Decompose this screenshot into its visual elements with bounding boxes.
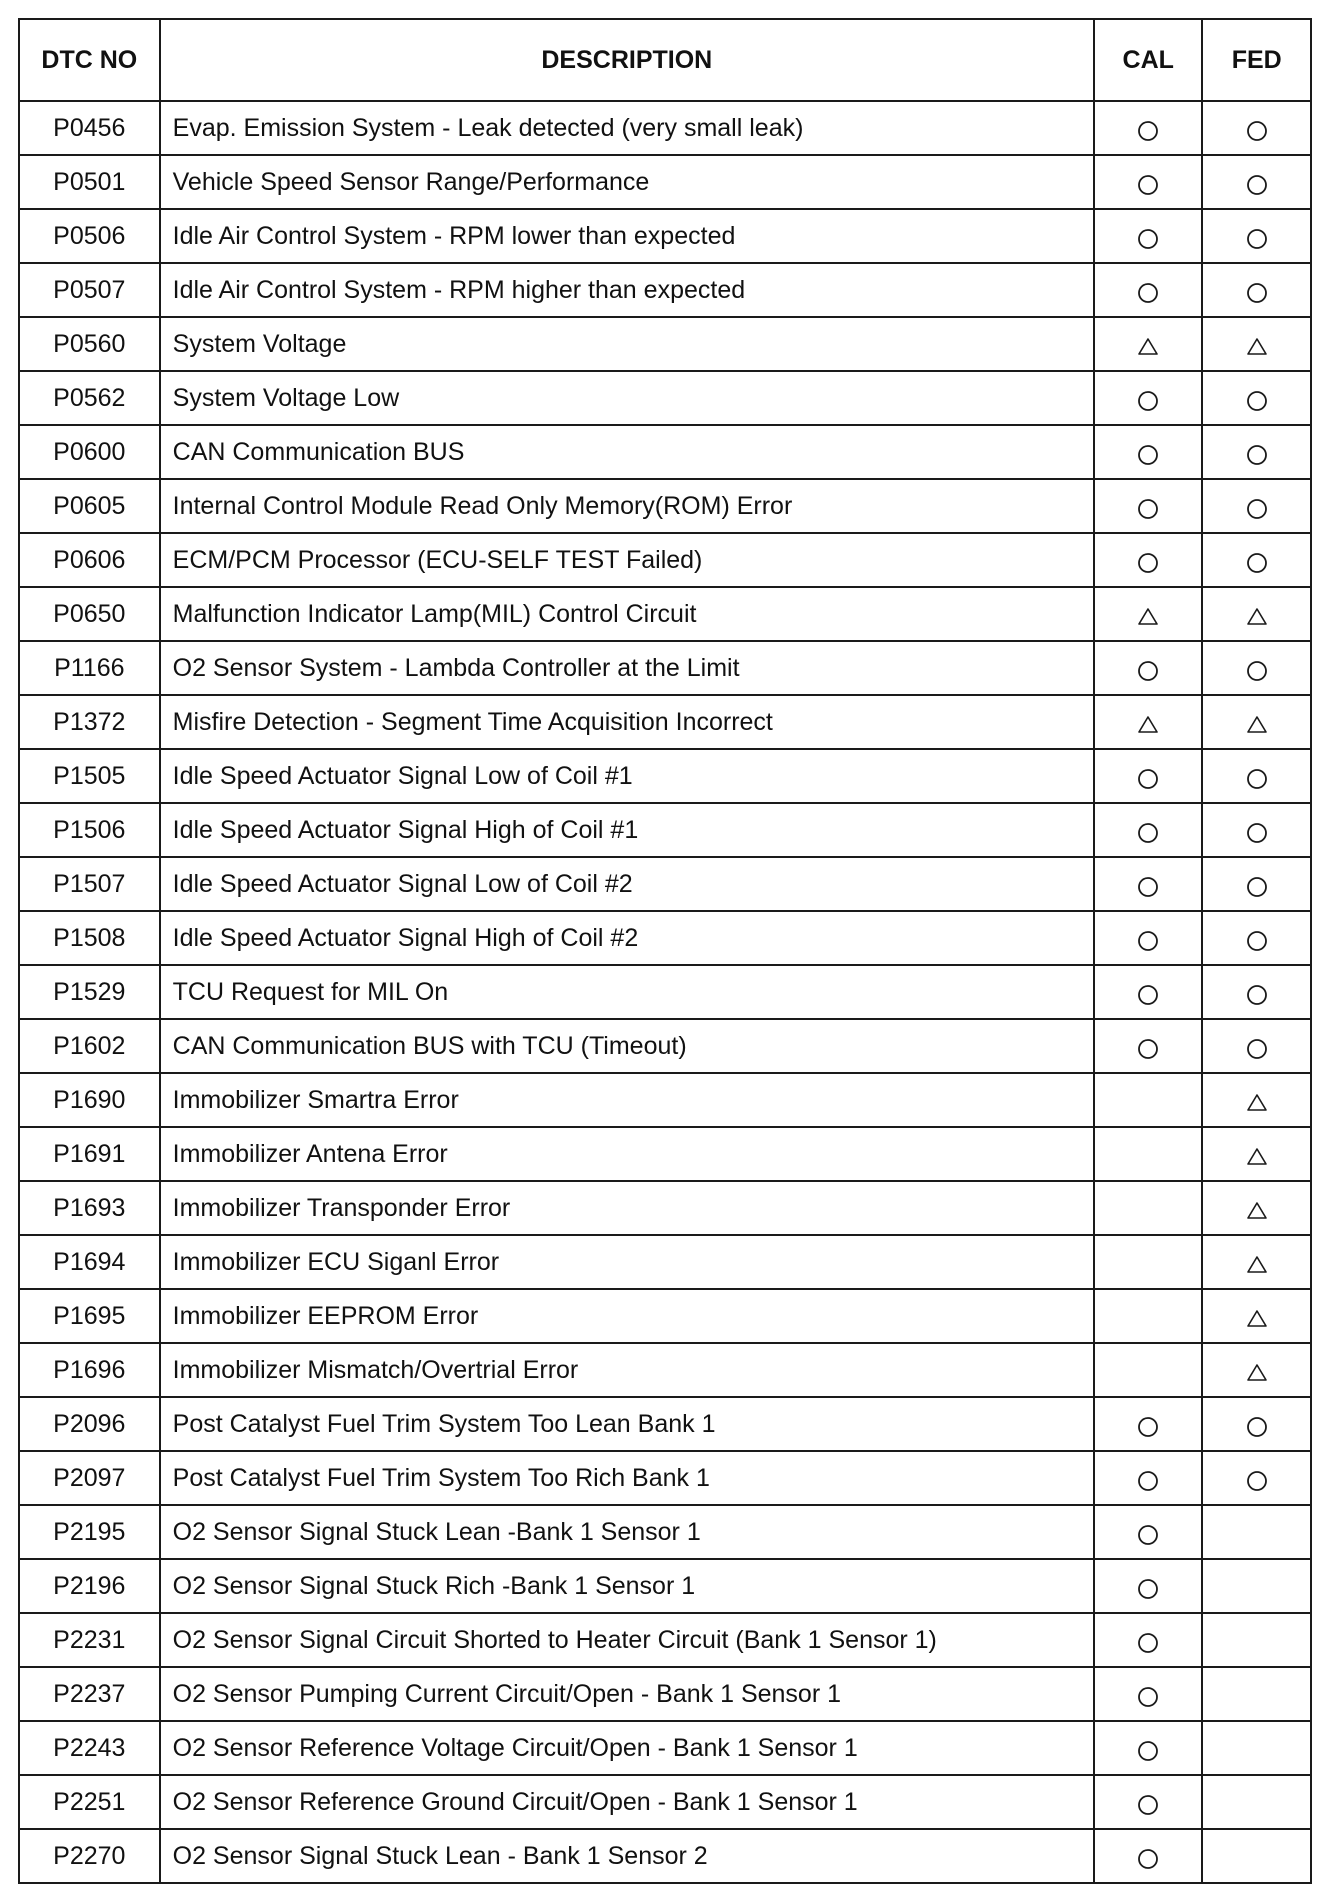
table-row — [19, 479, 1311, 533]
triangle-icon — [1136, 335, 1160, 359]
dtc-table — [18, 18, 1312, 1884]
cal-cell — [1094, 857, 1203, 911]
triangle-icon — [1245, 1145, 1269, 1169]
circle-icon — [1245, 983, 1269, 1007]
dtc-description: TCU Request for MIL On — [160, 965, 1094, 1019]
dtc-description: ECM/PCM Processor (ECU-SELF TEST Failed) — [160, 533, 1094, 587]
table-row — [19, 1397, 1311, 1451]
triangle-icon — [1245, 1361, 1269, 1385]
dtc-description: Post Catalyst Fuel Trim System Too Rich Bank 1 — [160, 1451, 1094, 1505]
dtc-code: P0600 — [19, 425, 160, 479]
fed-cell — [1202, 1181, 1311, 1235]
triangle-icon — [1245, 1091, 1269, 1115]
cal-cell — [1094, 479, 1203, 533]
cal-cell — [1094, 1829, 1203, 1883]
dtc-code: P1695 — [19, 1289, 160, 1343]
table-row — [19, 857, 1311, 911]
dtc-code: P2251 — [19, 1775, 160, 1829]
dtc-code: P2195 — [19, 1505, 160, 1559]
triangle-icon — [1245, 1199, 1269, 1223]
circle-icon — [1245, 551, 1269, 575]
circle-icon — [1136, 119, 1160, 143]
fed-cell — [1202, 1289, 1311, 1343]
circle-icon — [1245, 1415, 1269, 1439]
cal-cell — [1094, 1019, 1203, 1073]
dtc-code: P2270 — [19, 1829, 160, 1883]
table-row — [19, 1829, 1311, 1883]
circle-icon — [1136, 821, 1160, 845]
dtc-description: Immobilizer Smartra Error — [160, 1073, 1094, 1127]
fed-cell — [1202, 857, 1311, 911]
cal-cell — [1094, 1181, 1203, 1235]
table-row — [19, 1073, 1311, 1127]
table-row — [19, 1667, 1311, 1721]
dtc-description: Idle Speed Actuator Signal High of Coil #1 — [160, 803, 1094, 857]
circle-icon — [1245, 227, 1269, 251]
dtc-description: Idle Speed Actuator Signal High of Coil #2 — [160, 911, 1094, 965]
table-row — [19, 1019, 1311, 1073]
dtc-description: Internal Control Module Read Only Memory(ROM) Error — [160, 479, 1094, 533]
fed-cell — [1202, 371, 1311, 425]
circle-icon — [1245, 821, 1269, 845]
dtc-description: O2 Sensor Reference Voltage Circuit/Open - Bank 1 Sensor 1 — [160, 1721, 1094, 1775]
circle-icon — [1136, 767, 1160, 791]
dtc-code: P1372 — [19, 695, 160, 749]
circle-icon — [1136, 983, 1160, 1007]
dtc-description: CAN Communication BUS with TCU (Timeout) — [160, 1019, 1094, 1073]
dtc-code: P1529 — [19, 965, 160, 1019]
table-row — [19, 371, 1311, 425]
circle-icon — [1136, 659, 1160, 683]
table-row — [19, 209, 1311, 263]
cal-cell — [1094, 587, 1203, 641]
cal-cell — [1094, 803, 1203, 857]
cal-cell — [1094, 209, 1203, 263]
dtc-code: P2243 — [19, 1721, 160, 1775]
cal-cell — [1094, 263, 1203, 317]
dtc-description: Post Catalyst Fuel Trim System Too Lean Bank 1 — [160, 1397, 1094, 1451]
table-row — [19, 1721, 1311, 1775]
dtc-code: P2096 — [19, 1397, 160, 1451]
cal-cell — [1094, 1127, 1203, 1181]
table-row — [19, 1181, 1311, 1235]
fed-cell — [1202, 425, 1311, 479]
dtc-code: P0507 — [19, 263, 160, 317]
table-row — [19, 1343, 1311, 1397]
dtc-description: System Voltage — [160, 317, 1094, 371]
fed-cell — [1202, 1019, 1311, 1073]
cal-cell — [1094, 1775, 1203, 1829]
circle-icon — [1136, 551, 1160, 575]
dtc-code: P1166 — [19, 641, 160, 695]
cal-cell — [1094, 371, 1203, 425]
fed-cell — [1202, 641, 1311, 695]
cal-cell — [1094, 1235, 1203, 1289]
dtc-description: Malfunction Indicator Lamp(MIL) Control Circuit — [160, 587, 1094, 641]
circle-icon — [1245, 1469, 1269, 1493]
circle-icon — [1136, 1415, 1160, 1439]
cal-cell — [1094, 911, 1203, 965]
cal-cell — [1094, 965, 1203, 1019]
fed-cell — [1202, 101, 1311, 155]
table-row — [19, 965, 1311, 1019]
table-row — [19, 425, 1311, 479]
table-row — [19, 1505, 1311, 1559]
dtc-description: O2 Sensor Signal Stuck Rich -Bank 1 Sensor 1 — [160, 1559, 1094, 1613]
table-row — [19, 1559, 1311, 1613]
table-row — [19, 695, 1311, 749]
fed-cell — [1202, 749, 1311, 803]
circle-icon — [1245, 173, 1269, 197]
cal-cell — [1094, 641, 1203, 695]
dtc-code: P1507 — [19, 857, 160, 911]
cal-cell — [1094, 749, 1203, 803]
dtc-code: P1505 — [19, 749, 160, 803]
circle-icon — [1136, 929, 1160, 953]
dtc-description: Idle Speed Actuator Signal Low of Coil #1 — [160, 749, 1094, 803]
fed-cell — [1202, 1073, 1311, 1127]
triangle-icon — [1136, 605, 1160, 629]
header-row — [19, 19, 1311, 101]
cal-cell — [1094, 533, 1203, 587]
cal-cell — [1094, 1343, 1203, 1397]
circle-icon — [1136, 1037, 1160, 1061]
triangle-icon — [1245, 1253, 1269, 1277]
fed-cell — [1202, 1505, 1311, 1559]
fed-cell — [1202, 1559, 1311, 1613]
cal-cell — [1094, 317, 1203, 371]
table-row — [19, 749, 1311, 803]
table-row — [19, 587, 1311, 641]
circle-icon — [1245, 875, 1269, 899]
dtc-code: P1694 — [19, 1235, 160, 1289]
fed-cell — [1202, 911, 1311, 965]
circle-icon — [1136, 227, 1160, 251]
circle-icon — [1136, 1685, 1160, 1709]
triangle-icon — [1245, 713, 1269, 737]
cal-cell — [1094, 1289, 1203, 1343]
dtc-description: CAN Communication BUS — [160, 425, 1094, 479]
dtc-description: O2 Sensor Signal Stuck Lean -Bank 1 Sensor 1 — [160, 1505, 1094, 1559]
table-row — [19, 533, 1311, 587]
fed-cell — [1202, 965, 1311, 1019]
dtc-description: O2 Sensor Signal Circuit Shorted to Heater Circuit (Bank 1 Sensor 1) — [160, 1613, 1094, 1667]
fed-cell — [1202, 263, 1311, 317]
circle-icon — [1136, 1523, 1160, 1547]
dtc-code: P1508 — [19, 911, 160, 965]
cal-cell — [1094, 101, 1203, 155]
dtc-description: Immobilizer ECU Siganl Error — [160, 1235, 1094, 1289]
dtc-description: Idle Air Control System - RPM higher than expected — [160, 263, 1094, 317]
dtc-description: O2 Sensor Signal Stuck Lean - Bank 1 Sensor 2 — [160, 1829, 1094, 1883]
fed-cell — [1202, 1397, 1311, 1451]
dtc-description: Immobilizer Mismatch/Overtrial Error — [160, 1343, 1094, 1397]
dtc-description: O2 Sensor Pumping Current Circuit/Open - Bank 1 Sensor 1 — [160, 1667, 1094, 1721]
circle-icon — [1136, 1793, 1160, 1817]
dtc-description: Idle Speed Actuator Signal Low of Coil #2 — [160, 857, 1094, 911]
circle-icon — [1136, 497, 1160, 521]
cal-cell — [1094, 1721, 1203, 1775]
table-row — [19, 1451, 1311, 1505]
fed-cell — [1202, 803, 1311, 857]
fed-cell — [1202, 1343, 1311, 1397]
table-row — [19, 155, 1311, 209]
circle-icon — [1136, 875, 1160, 899]
dtc-code: P2231 — [19, 1613, 160, 1667]
dtc-description: Evap. Emission System - Leak detected (very small leak) — [160, 101, 1094, 155]
dtc-code: P0501 — [19, 155, 160, 209]
circle-icon — [1245, 1037, 1269, 1061]
table-row — [19, 101, 1311, 155]
table-row — [19, 1127, 1311, 1181]
circle-icon — [1245, 497, 1269, 521]
cal-cell — [1094, 1397, 1203, 1451]
dtc-description: O2 Sensor System - Lambda Controller at the Limit — [160, 641, 1094, 695]
dtc-code: P1696 — [19, 1343, 160, 1397]
dtc-code: P0562 — [19, 371, 160, 425]
table-row — [19, 803, 1311, 857]
circle-icon — [1245, 119, 1269, 143]
header-dtc-no: DTC NO — [19, 19, 160, 101]
table-row — [19, 641, 1311, 695]
circle-icon — [1245, 389, 1269, 413]
circle-icon — [1136, 443, 1160, 467]
table-row — [19, 317, 1311, 371]
dtc-description: Misfire Detection - Segment Time Acquisition Incorrect — [160, 695, 1094, 749]
dtc-code: P1691 — [19, 1127, 160, 1181]
dtc-code: P2237 — [19, 1667, 160, 1721]
table-row — [19, 1289, 1311, 1343]
dtc-description: Vehicle Speed Sensor Range/Performance — [160, 155, 1094, 209]
cal-cell — [1094, 1667, 1203, 1721]
dtc-code: P0605 — [19, 479, 160, 533]
dtc-code: P0650 — [19, 587, 160, 641]
table-row — [19, 911, 1311, 965]
dtc-code: P1693 — [19, 1181, 160, 1235]
dtc-description: Immobilizer Transponder Error — [160, 1181, 1094, 1235]
dtc-code: P0456 — [19, 101, 160, 155]
circle-icon — [1136, 389, 1160, 413]
circle-icon — [1136, 1739, 1160, 1763]
fed-cell — [1202, 209, 1311, 263]
circle-icon — [1245, 929, 1269, 953]
fed-cell — [1202, 533, 1311, 587]
fed-cell — [1202, 1829, 1311, 1883]
dtc-code: P1690 — [19, 1073, 160, 1127]
dtc-table-body — [19, 101, 1311, 1883]
dtc-code: P0560 — [19, 317, 160, 371]
table-row — [19, 263, 1311, 317]
cal-cell — [1094, 1451, 1203, 1505]
fed-cell — [1202, 1235, 1311, 1289]
fed-cell — [1202, 317, 1311, 371]
fed-cell — [1202, 155, 1311, 209]
cal-cell — [1094, 425, 1203, 479]
circle-icon — [1136, 1631, 1160, 1655]
fed-cell — [1202, 1613, 1311, 1667]
cal-cell — [1094, 695, 1203, 749]
circle-icon — [1136, 173, 1160, 197]
fed-cell — [1202, 1667, 1311, 1721]
cal-cell — [1094, 1505, 1203, 1559]
circle-icon — [1245, 281, 1269, 305]
dtc-code: P0606 — [19, 533, 160, 587]
header-fed: FED — [1202, 19, 1311, 101]
table-row — [19, 1613, 1311, 1667]
dtc-description: Immobilizer Antena Error — [160, 1127, 1094, 1181]
circle-icon — [1136, 1847, 1160, 1871]
fed-cell — [1202, 695, 1311, 749]
dtc-description: System Voltage Low — [160, 371, 1094, 425]
fed-cell — [1202, 479, 1311, 533]
circle-icon — [1136, 1577, 1160, 1601]
cal-cell — [1094, 1613, 1203, 1667]
cal-cell — [1094, 155, 1203, 209]
fed-cell — [1202, 1127, 1311, 1181]
fed-cell — [1202, 1451, 1311, 1505]
circle-icon — [1245, 659, 1269, 683]
header-description: DESCRIPTION — [160, 19, 1094, 101]
cal-cell — [1094, 1073, 1203, 1127]
circle-icon — [1136, 281, 1160, 305]
circle-icon — [1245, 767, 1269, 791]
fed-cell — [1202, 1721, 1311, 1775]
circle-icon — [1245, 443, 1269, 467]
dtc-description: Idle Air Control System - RPM lower than expected — [160, 209, 1094, 263]
table-row — [19, 1235, 1311, 1289]
triangle-icon — [1245, 1307, 1269, 1331]
triangle-icon — [1136, 713, 1160, 737]
table-row — [19, 1775, 1311, 1829]
dtc-description: Immobilizer EEPROM Error — [160, 1289, 1094, 1343]
triangle-icon — [1245, 335, 1269, 359]
dtc-code: P2196 — [19, 1559, 160, 1613]
cal-cell — [1094, 1559, 1203, 1613]
fed-cell — [1202, 1775, 1311, 1829]
dtc-code: P1506 — [19, 803, 160, 857]
dtc-description: O2 Sensor Reference Ground Circuit/Open - Bank 1 Sensor 1 — [160, 1775, 1094, 1829]
triangle-icon — [1245, 605, 1269, 629]
header-cal: CAL — [1094, 19, 1203, 101]
dtc-code: P2097 — [19, 1451, 160, 1505]
dtc-code: P0506 — [19, 209, 160, 263]
fed-cell — [1202, 587, 1311, 641]
circle-icon — [1136, 1469, 1160, 1493]
dtc-code: P1602 — [19, 1019, 160, 1073]
